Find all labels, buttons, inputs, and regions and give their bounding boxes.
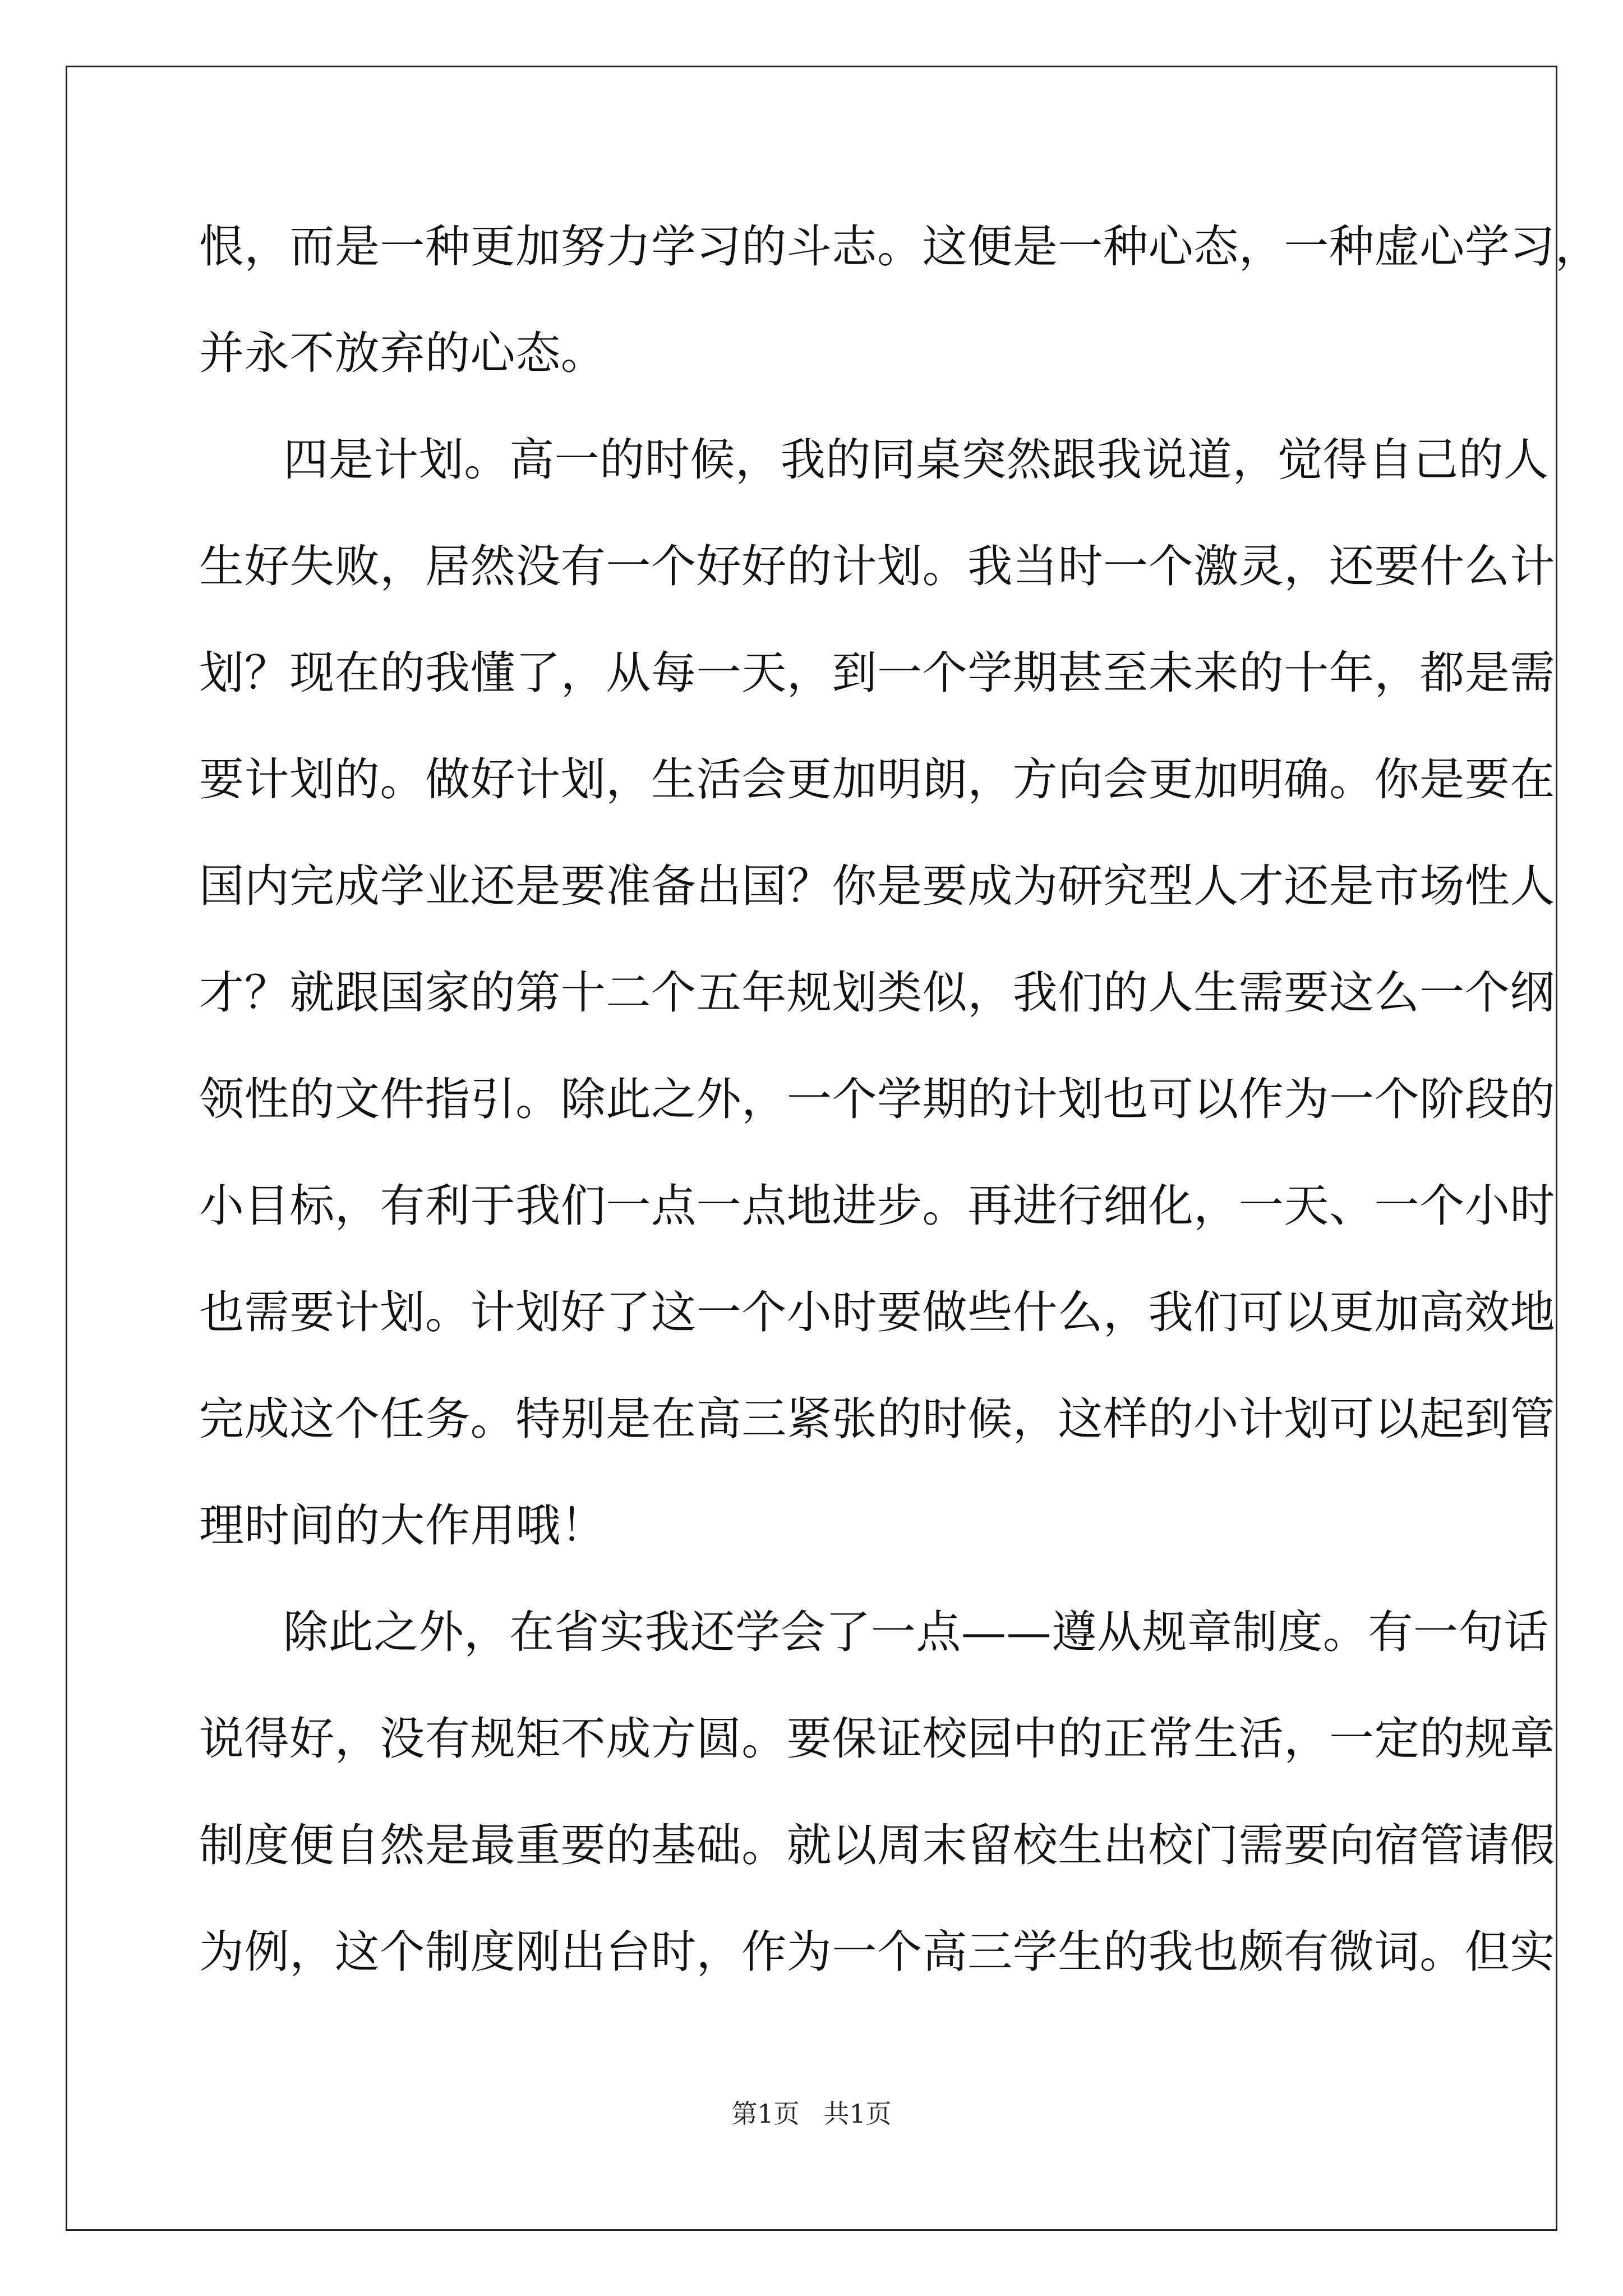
text-line: 并永不放弃的心态。 [199,327,606,379]
text-line: 划？现在的我懂了，从每一天，到一个学期甚至未来的十年，都是需 [199,647,1555,699]
text-line: 完成这个任务。特别是在高三紧张的时候，这样的小计划可以起到管 [199,1393,1555,1445]
page-total: 共1页 [823,2099,892,2129]
text-line: 生好失败，居然没有一个好好的计划。我当时一个激灵，还要什么计 [199,540,1555,592]
text-line: 才？就跟国家的第十二个五年规划类似，我们的人生需要这么一个纲 [199,967,1555,1019]
text-line: 理时间的大作用哦！ [199,1499,606,1552]
text-line: 四是计划。高一的时候，我的同桌突然跟我说道，觉得自己的人 [283,434,1549,486]
text-line: 也需要计划。计划好了这一个小时要做些什么，我们可以更加高效地 [199,1286,1555,1338]
text-line: 国内完成学业还是要准备出国？你是要成为研究型人才还是市场性人 [199,860,1555,912]
text-line: 领性的文件指引。除此之外，一个学期的计划也可以作为一个阶段的 [199,1073,1555,1125]
text-line: 恨，而是一种更加努力学习的斗志。这便是一种心态，一种虚心学习， [199,220,1601,273]
text-line: 小目标，有利于我们一点一点地进步。再进行细化，一天、一个小时 [199,1180,1555,1232]
text-line: 要计划的。做好计划，生活会更加明朗，方向会更加明确。你是要在 [199,753,1555,806]
text-line: 除此之外，在省实我还学会了一点——遵从规章制度。有一句话 [283,1606,1549,1658]
page-footer [0,2097,1623,2131]
text-line: 说得好，没有规矩不成方圆。要保证校园中的正常生活，一定的规章 [199,1713,1555,1765]
text-line: 制度便自然是最重要的基础。就以周末留校生出校门需要向宿管请假 [199,1819,1555,1871]
page-number: 第1页 [731,2099,800,2129]
text-line: 为例，这个制度刚出台时，作为一个高三学生的我也颇有微词。但实 [199,1926,1555,1978]
document-body [199,194,1601,2005]
